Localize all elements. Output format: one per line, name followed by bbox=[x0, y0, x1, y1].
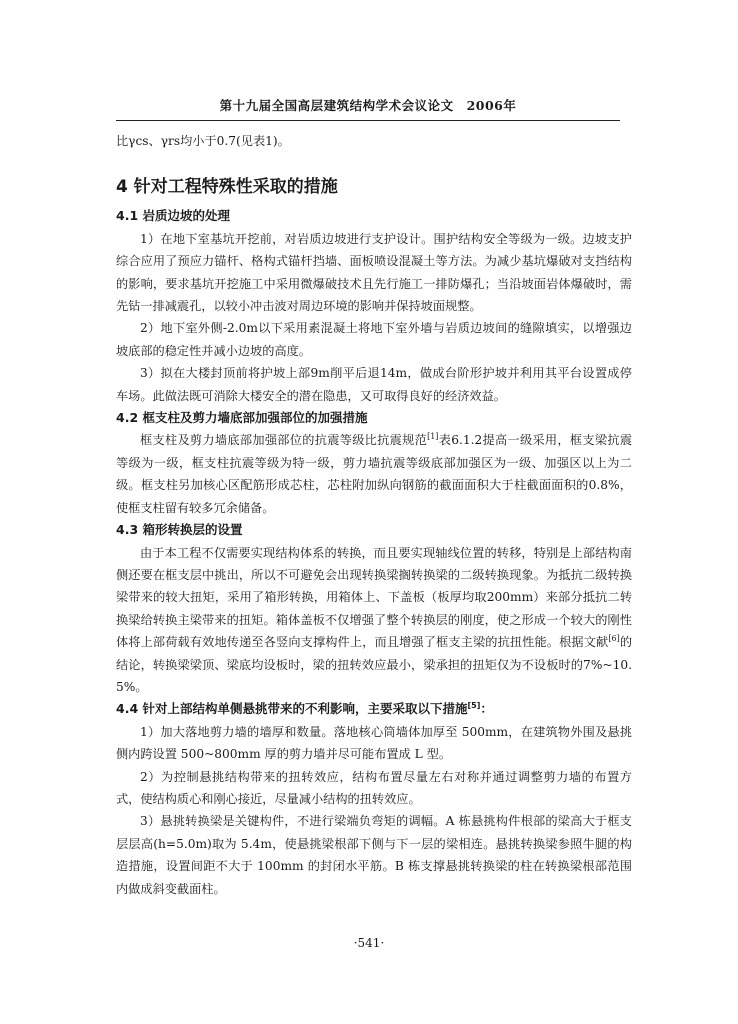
section-4-4-heading-text: 4.4 针对上部结构单侧悬挑带来的不利影响，主要采取以下措施 bbox=[116, 701, 468, 717]
section-4-title: 4 针对工程特殊性采取的措施 bbox=[116, 177, 338, 198]
section-4-4-paragraph-3: 3）悬挑转换梁是关键构件，不进行梁端负弯矩的调幅。A 栋悬挑构件根部的梁高大于框支层层高(h=5.0m)取为 5.4m，使悬挑梁根部下侧与下一层的梁相连。悬挑转换梁参照牛腿的构造措施，设置间距不大于 100mm 的封闭水平筋。B 栋支撑悬挑转换梁的柱在转换梁根部范围内做成斜变截面柱。 bbox=[116, 814, 632, 896]
section-4-1-heading: 4.1 岩质边坡的处理 bbox=[116, 208, 230, 224]
section-4-3-paragraph-1 bbox=[116, 542, 632, 699]
section-4-3-heading: 4.3 箱形转换层的设置 bbox=[116, 522, 243, 538]
section-4-4-paragraph-2: 2）为控制悬挑结构带来的扭转效应，结构布置尽量左右对称并通过调整剪力墙的布置方式，使结构质心和刚心接近，尽量减小结构的扭转效应。 bbox=[116, 769, 632, 806]
section-4-4-heading-colon: ： bbox=[480, 701, 493, 717]
section-4-4-heading bbox=[116, 698, 632, 720]
section-4-1-paragraph-2: 2）地下室外侧-2.0m以下采用素混凝土将地下室外墙与岩质边坡间的缝隙填实，以增强边坡底部的稳定性并减小边坡的高度。 bbox=[116, 321, 632, 358]
intro-line: 比γcs、γrs均小于0.7(见表1)。 bbox=[116, 134, 290, 148]
section-4-2-heading: 4.2 框支柱及剪力墙底部加强部位的加强措施 bbox=[116, 410, 368, 426]
section-4-1-paragraph-3: 3）拟在大楼封顶前将护坡上部9m削平后退14m，做成台阶形护坡并利用其平台设置成停车场。此做法既可消除大楼安全的潜在隐患，又可取得良好的经济效益。 bbox=[116, 366, 632, 403]
section-4-4-paragraph-1: 1）加大落地剪力墙的墙厚和数量。落地核心筒墙体加厚至 500mm，在建筑物外围及悬挑侧内跨设置 500~800mm 厚的剪力墙并尽可能布置成 L 型。 bbox=[116, 724, 632, 762]
running-header: 第十九届全国高层建筑结构学术会议论文 2006年 bbox=[116, 96, 620, 121]
section-4-2-paragraph-1 bbox=[116, 429, 632, 519]
section-4-2-text-b: 表6.1.2提高一级采用，框支梁抗震等级为一级，框支柱抗震等级为特一级，剪力墙抗震等级底部加强区为一级、加强区以上为二级。框支柱另加核心区配筋形成芯柱，芯柱附加纵向钢筋的截面面积大于柱截面面积的0.8%，使框支柱留有较多冗余储备。 bbox=[116, 433, 633, 515]
citation-ref-1: [1] bbox=[427, 432, 439, 442]
section-4-3-text-a: 由于本工程不仅需要实现结构体系的转换，而且要实现轴线位置的转移，特别是上部结构南侧还要在框支层中挑出，所以不可避免会出现转换梁搁转换梁的二级转换现象。为抵抗二级转换梁带来的较大扭矩，采用了箱形转换，用箱体上、下盖板（板厚均取200mm）来部分抵抗二转换梁给转换主梁带来的扭矩。箱体盖板不仅增强了整个转换层的刚度，使之形成一个较大的刚性体将上部荷载有效地传递至各竖向支撑构件上，而且增强了框支主梁的抗扭性能。根据文献 bbox=[116, 545, 632, 650]
body-text bbox=[116, 130, 632, 900]
page-number: ·541· bbox=[353, 936, 385, 950]
citation-ref-5: [5] bbox=[467, 701, 481, 711]
section-4-1-paragraph-1: 1）在地下室基坑开挖前，对岩质边坡进行支护设计。围护结构安全等级为一级。边坡支护综合应用了预应力锚杆、格构式锚杆挡墙、面板喷设混凝土等方法。为减少基坑爆破对支挡结构的影响，要求基坑开挖施工中采用微爆破技术且先行施工一排防爆孔；当沿坡面岩体爆破时，需先钻一排减震孔，以较小冲击波对周边环境的影响并保持坡面规整。 bbox=[116, 231, 632, 314]
section-4-2-text-a: 框支柱及剪力墙底部加强部位的抗震等级比抗震规范 bbox=[140, 433, 428, 448]
citation-ref-6: [6] bbox=[608, 634, 620, 644]
section-4-3-text-b: 的结论，转换梁梁顶、梁底均设板时，梁的扭转效应最小，梁承担的扭矩仅为不设板时的7%~10.5%。 bbox=[116, 635, 633, 694]
